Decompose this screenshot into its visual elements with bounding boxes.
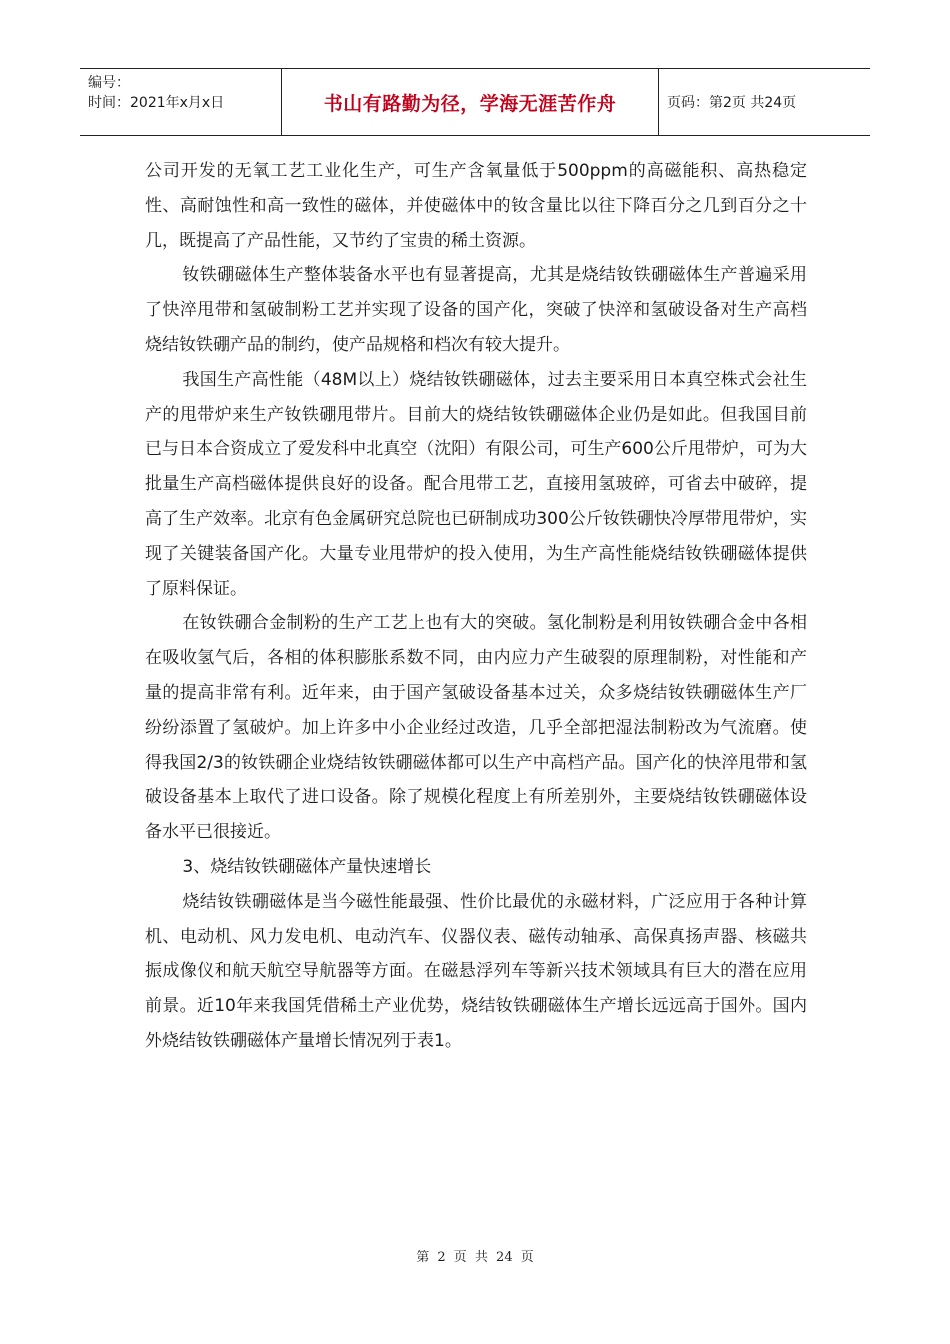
page-footer: 第 2 页 共 24 页 (416, 1250, 534, 1265)
paragraph: 在钕铁硼合金制粉的生产工艺上也有大的突破。氢化制粉是利用钕铁硼合金中各相在吸收氢气后，各相的体积膨胀系数不同，由内应力产生破裂的原理制粉，对性能和产量的提高非常有利。近年来，由于国产氢破设备基本过关，众多烧结钕铁硼磁体生产厂纷纷添置了氢破炉。加上许多中小企业经过改造，几乎全部把湿法制粉改为气流磨。使得我国2/3的钕铁硼企业烧结钕铁硼磁体都可以生产中高档产品。国产化的快淬甩带和氢破设备基本上取代了进口设备。除了规模化程度上有所差别外，主要烧结钕铁硼磁体设备水平已很接近。 (145, 613, 807, 843)
paragraph: 公司开发的无氧工艺工业化生产，可生产含氧量低于500ppm的高磁能积、高热稳定性、高耐蚀性和高一致性的磁体，并使磁体中的钕含量比以往下降百分之几到百分之十几，既提高了产品性能，又节约了宝贵的稀土资源。 (145, 161, 807, 251)
paragraph: 烧结钕铁硼磁体是当今磁性能最强、性价比最优的永磁材料，广泛应用于各种计算机、电动机、风力发电机、电动汽车、仪器仪表、磁传动轴承、高保真扬声器、核磁共振成像仪和航天航空导航器等方面。在磁悬浮列车等新兴技术领域具有巨大的潜在应用前景。近10年来我国凭借稀土产业优势，烧结钕铁硼磁体生产增长远远高于国外。国内外烧结钕铁硼磁体产量增长情况列于表1。 (145, 891, 807, 1051)
header-meta-cell (80, 69, 282, 135)
document-time-label: 时间：2021年x月x日 (88, 95, 225, 111)
section-heading: 3、烧结钕铁硼磁体产量快速增长 (182, 856, 432, 877)
paragraph: 钕铁硼磁体生产整体装备水平也有显著提高，尤其是烧结钕铁硼磁体生产普遍采用了快淬甩带和氢破制粉工艺并实现了设备的国产化，突破了快淬和氢破设备对生产高档烧结钕铁硼产品的制约，使产品规格和档次有较大提升。 (145, 265, 807, 355)
document-body (145, 154, 807, 1059)
header-page-info: 页码：第2页 共24页 (667, 95, 797, 111)
document-number-label: 编号： (88, 75, 130, 91)
header-table (80, 68, 870, 136)
paragraph: 我国生产高性能（48M以上）烧结钕铁硼磁体，过去主要采用日本真空株式会社生产的甩带炉来生产钕铁硼甩带片。目前大的烧结钕铁硼磁体企业仍是如此。但我国目前已与日本合资成立了爱发科中北真空（沈阳）有限公司，可生产600公斤甩带炉，可为大批量生产高档磁体提供良好的设备。配合甩带工艺，直接用氢玻碎，可省去中破碎，提高了生产效率。北京有色金属研究总院也已研制成功300公斤钕铁硼快冷厚带甩带炉，实现了关键装备国产化。大量专业甩带炉的投入使用，为生产高性能烧结钕铁硼磁体提供了原料保证。 (145, 369, 807, 599)
header-motto: 书山有路勤为径，学海无涯苦作舟 (282, 69, 659, 135)
